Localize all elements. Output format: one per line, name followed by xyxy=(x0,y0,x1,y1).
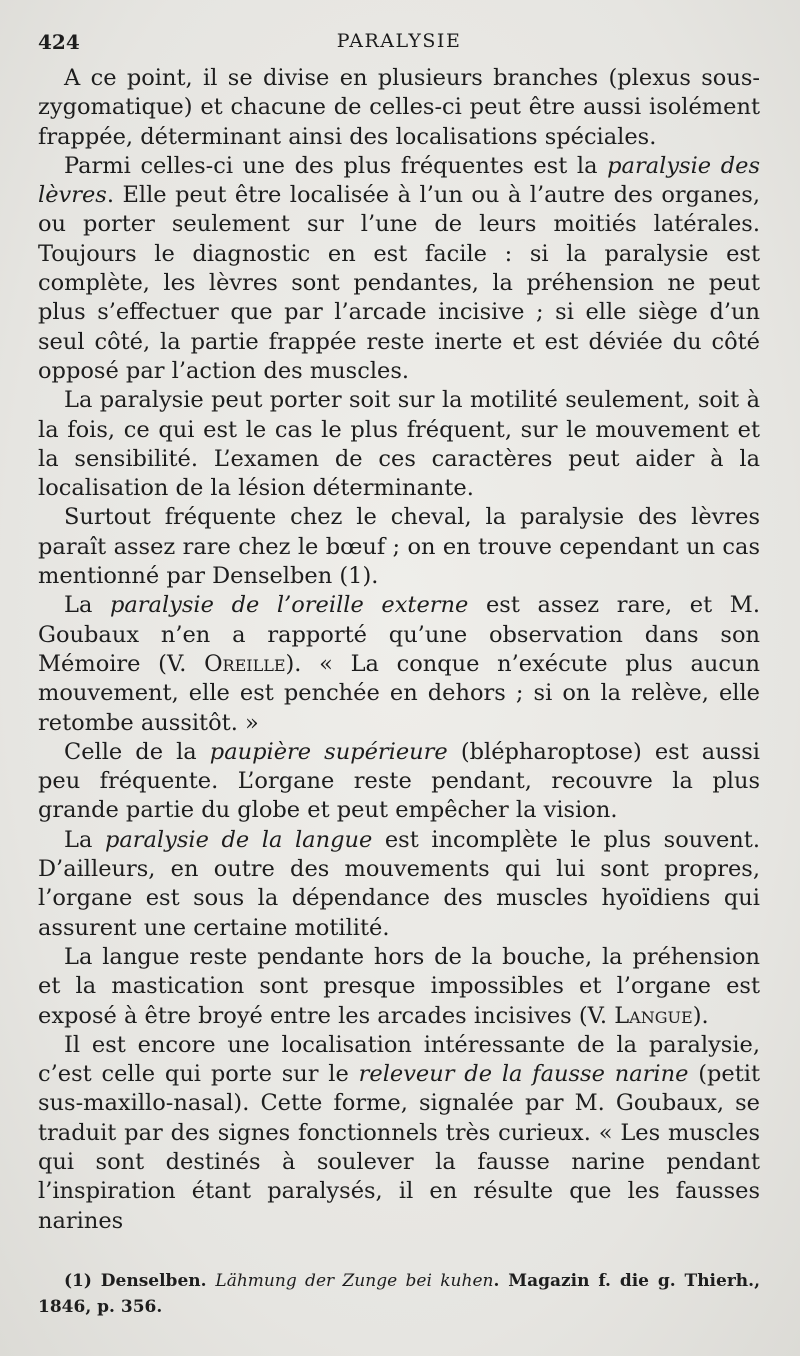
running-title: PARALYSIE xyxy=(336,30,462,52)
text-run: Parmi celles-ci une des plus fréquentes est la xyxy=(64,152,608,179)
paragraph-5 xyxy=(38,591,760,737)
cross-reference: Oreille xyxy=(204,650,286,677)
text-run: (blépharoptose) est aussi peu fréquente. L’organe reste pendant, recouvre la plus grande partie du globe et peut empêcher la vision. xyxy=(38,738,760,824)
body-text xyxy=(38,64,760,1236)
paragraph-6 xyxy=(38,738,760,826)
footnote-author: Denselben. xyxy=(91,1271,216,1291)
text-run: est assez rare, et M. Goubaux n’en a rapporté qu’une observation dans son Mémoire (V. xyxy=(38,592,760,677)
cross-reference: Langue xyxy=(614,1002,693,1029)
paragraph-9 xyxy=(38,1031,760,1236)
text-run: Il est encore une localisation intéressante de la paralysie, c’est celle qui porte sur le xyxy=(38,1031,760,1088)
footnote-title: Lähmung der Zunge bei kuhen xyxy=(215,1271,494,1291)
footnote-source: . Magazin f. die g. Thierh., 1846, p. 356. xyxy=(38,1271,760,1317)
paragraph-1: A ce point, il se divise en plusieurs branches (plexus sous-zygomatique) et chacune de celles-ci peut être aussi isolément frappée, déterminant ainsi des localisations spéciales. xyxy=(38,65,760,150)
italic-term: releveur de la fausse narine xyxy=(358,1061,689,1088)
paragraph-4: Surtout fréquente chez le cheval, la paralysie des lèvres paraît assez rare chez le bœuf ; on en trouve cependant un cas mentionné par Denselben (1). xyxy=(38,504,760,590)
text-run: ). xyxy=(692,1002,709,1029)
text-run: Celle de la xyxy=(64,738,210,765)
italic-term: paupière supérieure xyxy=(209,738,448,765)
paragraph-2 xyxy=(38,152,760,386)
page-number: 424 xyxy=(38,30,80,54)
text-run: La langue reste pendante hors de la bouche, la préhension et la mastication sont presque impossibles et l’organe est exposé à être broyé entre les arcades incisives (V. xyxy=(38,943,760,1029)
paragraph-7 xyxy=(38,826,760,943)
footnote xyxy=(38,1268,760,1320)
footnote-marker: (1) xyxy=(64,1271,92,1291)
italic-term: paralysie des lèvres xyxy=(38,152,760,209)
paragraph-8 xyxy=(38,943,760,1031)
text-run: La xyxy=(64,592,110,619)
text-run: (petit sus-maxillo-nasal). Cette forme, signalée par M. Goubaux, se traduit par des signes fonctionnels très curieux. « Les muscles qui sont destinés à soulever la fausse narine pendant l’inspiration étant paralysés, il en résulte que les fausses narines xyxy=(38,1061,760,1234)
page-header xyxy=(38,30,760,58)
italic-term: paralysie de l’oreille externe xyxy=(109,592,469,619)
paragraph-3: La paralysie peut porter soit sur la motilité seulement, soit à la fois, ce qui est le cas le plus fréquent, sur le mouvement et la sensibilité. L’examen de ces caractères peut aider à la localisation de la lésion déterminante. xyxy=(38,387,760,502)
text-run: est incomplète le plus souvent. D’ailleurs, en outre des mouvements qui lui sont propres, l’organe est sous la dépendance des muscles hyoïdiens qui assurent une certaine motilité. xyxy=(38,826,760,941)
text-run: ). « La conque n’exécute plus aucun mouvement, elle est penchée en dehors ; si on la relève, elle retombe aussitôt. » xyxy=(38,650,760,736)
text-run: . Elle peut être localisée à l’un ou à l’autre des organes, ou porter seulement sur l’une de leurs moitiés latérales. Toujours le diagnostic en est facile : si la paralysie est complète, les lèvres sont pendantes, la préhension ne peut plus s’effectuer que par l’arcade incisive ; si elle siège d’un seul côté, la partie frappée reste inerte et est déviée du côté opposé par l’action des muscles. xyxy=(38,182,760,384)
italic-term: paralysie de la langue xyxy=(104,826,373,853)
text-run: La xyxy=(64,826,105,853)
